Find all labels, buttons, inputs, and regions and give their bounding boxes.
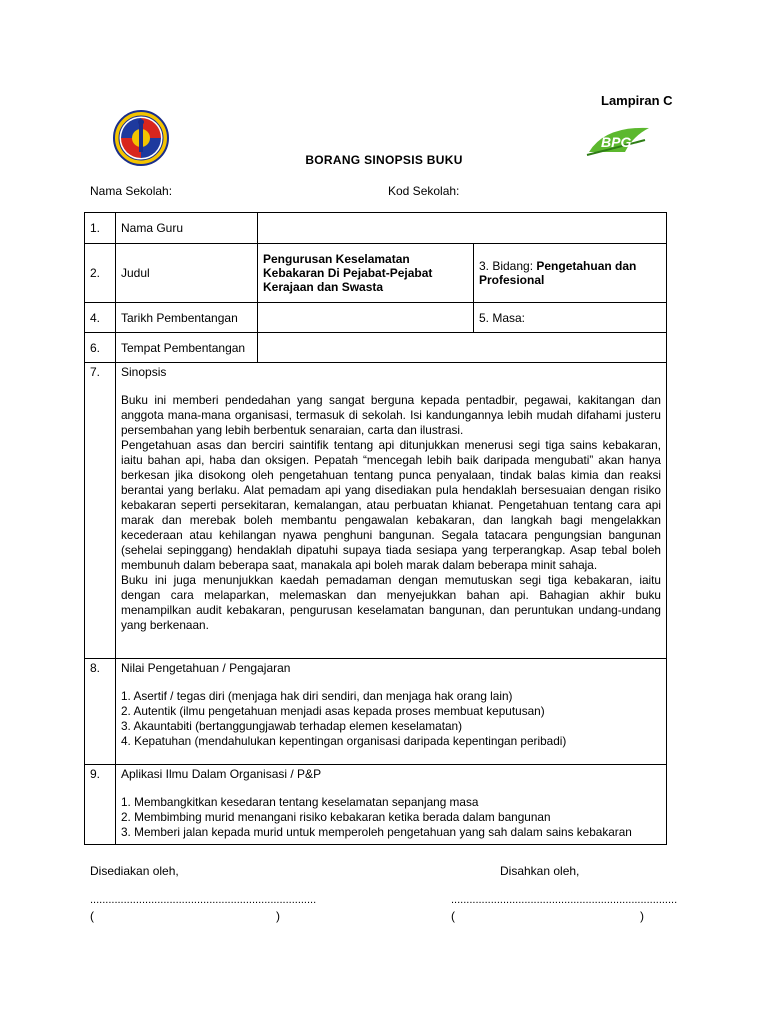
- page-title: BORANG SINOPSIS BUKU: [305, 153, 463, 167]
- name-open-paren-right: (: [451, 909, 455, 923]
- kod-sekolah-label: Kod Sekolah:: [388, 184, 460, 198]
- sinopsis-paragraph: Buku ini juga menunjukkan kaedah pemadaman dengan memutuskan segi tiga kebakaran, iaitu dengan cara melaparkan, melemaskan dan menyejukkan bahan api. Bahagian akhir buku menampilkan audit kebakaran, pengurusan keselamatan bangunan, dan peruntukan undang-undang yang berkenaan.: [121, 573, 661, 632]
- nilai-label: Nilai Pengetahuan / Pengajaran: [121, 661, 291, 675]
- tempat-field[interactable]: [258, 333, 667, 363]
- list-item: 1. Membangkitkan kesedaran tentang keselamatan sepanjang masa: [121, 795, 479, 809]
- list-item: 4. Kepatuhan (mendahulukan kepentingan organisasi daripada kepentingan peribadi): [121, 734, 567, 748]
- bidang-label: 3. Bidang:: [479, 259, 537, 273]
- nilai-cell: [116, 659, 667, 765]
- nama-guru-label: Nama Guru: [116, 213, 258, 244]
- sinopsis-cell: [116, 363, 667, 659]
- nama-guru-field[interactable]: [258, 213, 667, 244]
- row-number: 9.: [85, 765, 116, 845]
- signature-line-right: ..........................................................................: [451, 894, 678, 906]
- name-close-paren-right: ): [640, 909, 644, 923]
- row-sinopsis: [85, 363, 667, 659]
- disahkan-label: Disahkan oleh,: [500, 864, 580, 878]
- list-item: 1. Asertif / tegas diri (menjaga hak diri sendiri, dan menjaga hak orang lain): [121, 689, 513, 703]
- lampiran-label: Lampiran C: [601, 93, 673, 108]
- aplikasi-cell: [116, 765, 667, 845]
- sinopsis-label: Sinopsis: [121, 365, 167, 379]
- list-item: 3. Akauntabiti (bertanggungjawab terhadap elemen keselamatan): [121, 719, 463, 733]
- judul-value: Pengurusan Keselamatan Kebakaran Di Pejabat-Pejabat Kerajaan dan Swasta: [258, 244, 474, 303]
- sinopsis-paragraph: Buku ini memberi pendedahan yang sangat berguna kepada pentadbir, pegawai, kakitangan dan anggota mana-mana organisasi, termasuk di sekolah. Isi kandungannya lebih mudah difahami justeru persembahan yang lebih berbentuk senaraian, carta dan ilustrasi.: [121, 393, 661, 437]
- row-number: 1.: [85, 213, 116, 244]
- row-judul: [85, 244, 667, 303]
- sinopsis-paragraph: Pengetahuan asas dan berciri saintifik tentang api ditunjukkan menerusi segi tiga sains kebakaran, iaitu bahan api, haba dan oksigen. Pepatah “mencegah lebih baik daripada mengubati” akan hanya berkesan jika disokong oleh pengetahuan tentang punca penyalaan, tindak balas kimia dan reaksi berantai yang berlaku. Alat pemadam api yang disediakan pula hendaklah bersesuaian dengan risiko kebakaran seperti persekitaran, kemalangan, atau perbuatan khianat. Pengetahuan tentang cara api marak dan merebak boleh membantu pengawalan kebakaran, dan langkah bagi mengelakkan kecederaan atau kehilangan nyawa penghuni bangunan. Segala tatacara pengungsian bangunan (sehelai sepinggang) hendaklah dipatuhi supaya tiada sesiapa yang terperangkap. Asap tebal boleh membunuh dalam beberapa saat, manakala api boleh marak dalam beberapa minit sahaja.: [121, 438, 661, 572]
- row-nilai: [85, 659, 667, 765]
- row-number: 6.: [85, 333, 116, 363]
- row-tempat: [85, 333, 667, 363]
- row-nama-guru: [85, 213, 667, 244]
- tarikh-field[interactable]: [258, 303, 474, 333]
- aplikasi-label: Aplikasi Ilmu Dalam Organisasi / P&P: [121, 767, 322, 781]
- svg-text:BPG: BPG: [601, 134, 632, 150]
- synopsis-form-table: [84, 212, 667, 845]
- judul-label: Judul: [116, 244, 258, 303]
- list-item: 2. Membimbing murid menangani risiko kebakaran ketika berada dalam bangunan: [121, 810, 551, 824]
- bidang-value: Pengetahuan dan Profesional: [479, 259, 637, 287]
- row-tarikh: [85, 303, 667, 333]
- row-number: 8.: [85, 659, 116, 765]
- name-close-paren-left: ): [276, 909, 280, 923]
- name-open-paren-left: (: [90, 909, 94, 923]
- row-number: 7.: [85, 363, 116, 659]
- list-item: 3. Memberi jalan kepada murid untuk memperoleh pengetahuan yang sah dalam sains kebakaran: [121, 825, 632, 839]
- list-item: 2. Autentik (ilmu pengetahuan menjadi asas kepada proses membuat keputusan): [121, 704, 545, 718]
- row-number: 4.: [85, 303, 116, 333]
- row-aplikasi: [85, 765, 667, 845]
- signature-line-left: ..........................................................................: [90, 894, 317, 906]
- disediakan-label: Disediakan oleh,: [90, 864, 179, 878]
- masa-label: 5. Masa:: [474, 303, 667, 333]
- nama-sekolah-label: Nama Sekolah:: [90, 184, 173, 198]
- tarikh-label: Tarikh Pembentangan: [116, 303, 258, 333]
- tempat-label: Tempat Pembentangan: [116, 333, 258, 363]
- row-number: 2.: [85, 244, 116, 303]
- bidang-cell: [474, 244, 667, 303]
